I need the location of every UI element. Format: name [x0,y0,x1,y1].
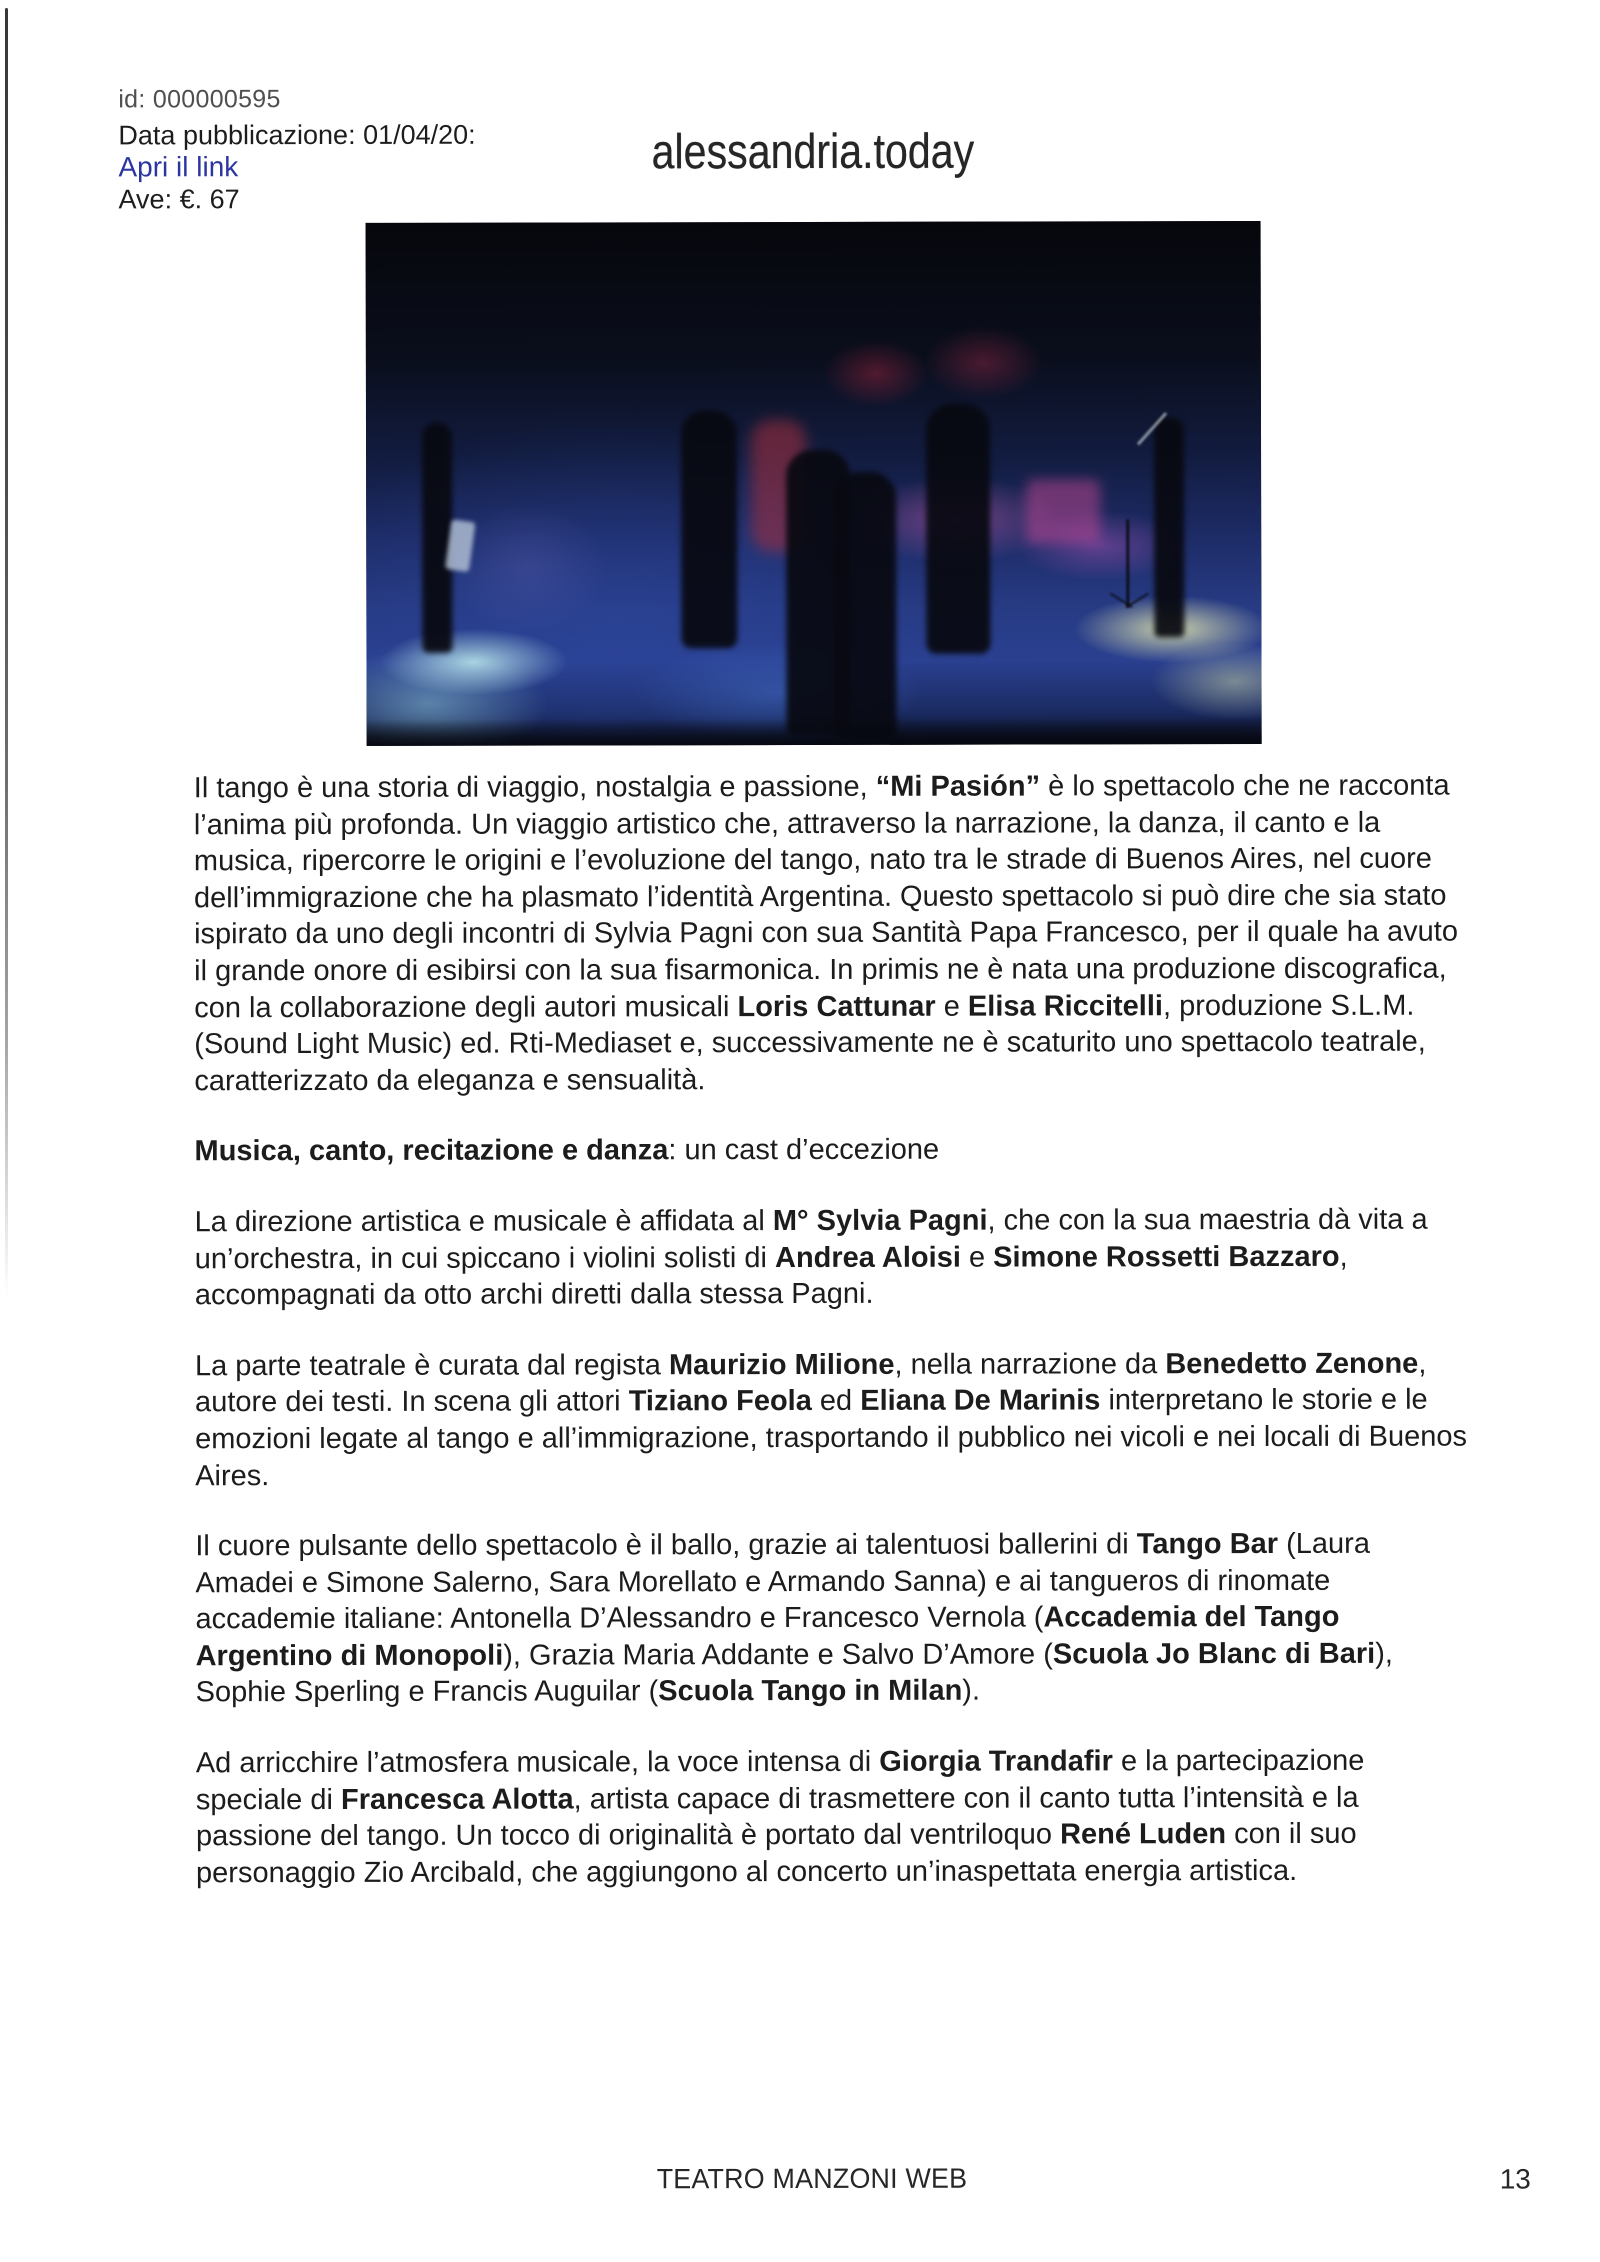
paragraph: Musica, canto, recitazione e danza: un cast d’eccezione [194,1134,940,1168]
publication-date: Data pubblicazione: 01/04/20: [118,119,476,151]
music-stand [1126,519,1129,607]
page-number: 13 [1499,2163,1531,2195]
masthead-title: alessandria.today [651,124,975,180]
footer-source: TEATRO MANZONI WEB [656,2162,968,2195]
dancer-couple-left-silhouette [681,410,737,648]
ave-value: Ave: €. 67 [118,184,240,215]
paragraph: Il cuore pulsante dello spettacolo è il ballo, grazie ai talentuosi ballerini di Tango Bar (Laura Amadei e Simone Salerno, Sara Morellato e Armando Sanna) e ai tangueros di rinomate accademie italiane: Antonella D’Alessandro e Francesco Vernola (Accademia del Tango Argentino di Monopoli), Grazia Maria Addante e Salvo D’Amore (Scuola Jo Blanc di Bari), Sophie Sperling e Francis Auguilar (Scuola Tango in Milan). [195,1527,1393,1709]
paragraph: Il tango è una storia di viaggio, nostalgia e passione, “Mi Pasión” è lo spettacolo che ne racconta l’anima più profonda. Un viaggio artistico che, attraverso la narrazione, la danza, il canto e la musica, ripercorre le origini e l’evoluzione del tango, nato tra le strade di Buenos Aires, nel cuore dell’immigrazione che ha plasmato l’identità Argentina. Questo spettacolo si può dire che sia stato ispirato da uno degli incontri di Sylvia Pagni con sua Santità Papa Francesco, per il quale ha avuto il grande onore di esibirsi con la sua fisarmonica. In primis ne è nata una produzione discografica, con la collaborazione degli autori musicali Loris Cattunar e Elisa Riccitelli, produzione S.L.M.(Sound Light Music) ed. Rti-Mediaset e, successivamente ne è scaturito uno spettacolo teatrale, caratterizzato da eleganza e sensualità. [193,769,1458,1098]
stage-floor-shadow [367,718,1262,746]
dancer-couple-right-silhouette [926,404,991,654]
open-link[interactable]: Apri il link [118,151,239,183]
stage-bench [1026,479,1100,543]
article-body [194,768,1468,1926]
paragraph: La parte teatrale è curata dal regista Maurizio Milione, nella narrazione da Benedetto Zenone, autore dei testi. In scena gli attori Tiziano Feola ed Eliana De Marinis interpretano le storie e le emozioni legate al tango e all’immigrazione, trasportando il pubblico nei vicoli e nei locali di Buenos Aires. [194,1347,1468,1492]
violinist-silhouette [1154,417,1184,637]
document-id: id: 000000595 [118,85,281,114]
paragraph: La direzione artistica e musicale è affidata al M° Sylvia Pagni, che con la sua maestria dà vita a un’orchestra, in cui spiccano i violini solisti di Andrea Aloisi e Simone Rossetti Bazzaro, accompagnati da otto archi diretti dalla stessa Pagni. [194,1203,1428,1312]
accordionist-silhouette [422,423,452,653]
stage-photo [366,221,1262,746]
dancer-foreground-right-silhouette [834,472,897,740]
paragraph: Ad arricchire l’atmosfera musicale, la voce intensa di Giorgia Trandafir e la partecipazione speciale di Francesca Alotta, artista capace di trasmettere con il canto tutta l’intensità e la passione del tango. Un tocco di originalità è portato dal ventriloquo René Luden con il suo personaggio Zio Arcibald, che aggiungono al concerto un’inaspettata energia artistica. [195,1744,1365,1890]
